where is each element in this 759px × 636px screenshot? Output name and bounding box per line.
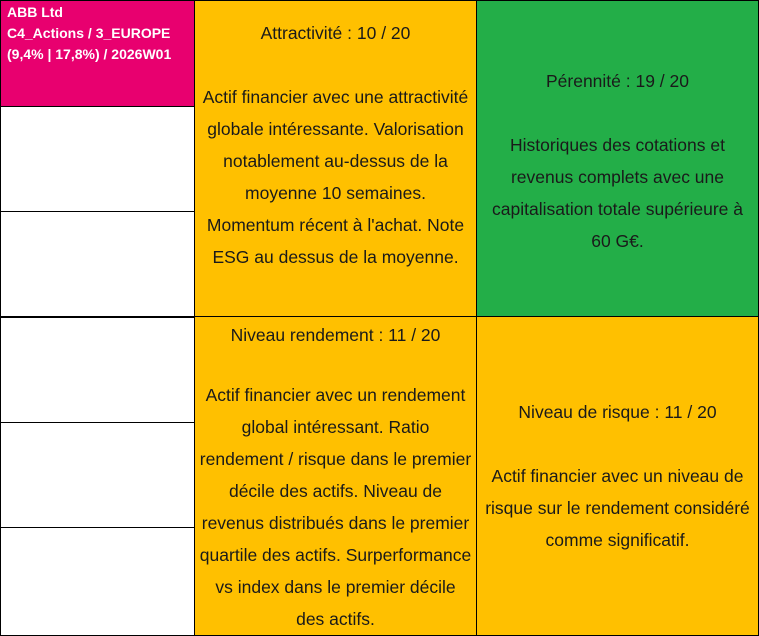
perennite-text: Historiques des cotations et revenus complets avec une capitalisation totale supérieure à 60 G€. <box>492 135 743 251</box>
empty-cell <box>0 106 195 212</box>
risque-panel <box>476 316 759 636</box>
rendement-text: Actif financier avec un rendement global intéressant. Ratio rendement / risque dans le premier décile des actifs. Niveau de revenus distribués dans le premier quartile des actifs. Surperformance vs index dans le premier décile des actifs. <box>199 385 472 629</box>
rendement-panel <box>194 316 477 636</box>
empty-cell <box>0 211 195 317</box>
rendement-title: Niveau rendement : 11 / 20 <box>230 325 441 345</box>
perennite-title: Pérennité : 19 / 20 <box>545 71 690 91</box>
empty-cell <box>0 527 195 636</box>
perennite-panel <box>476 0 759 317</box>
risque-title: Niveau de risque : 11 / 20 <box>518 402 717 422</box>
risque-text: Actif financier avec un niveau de risque sur le rendement considéré comme significatif. <box>485 466 750 550</box>
attractivite-panel <box>194 0 477 317</box>
empty-cell <box>0 422 195 528</box>
empty-cell <box>0 317 195 423</box>
attractivite-title: Attractivité : 10 / 20 <box>260 23 411 43</box>
attractivite-text: Actif financier avec une attractivité globale intéressante. Valorisation notablement au-dessus de la moyenne 10 semaines. Momentum récent à l'achat. Note ESG au dessus de la moyenne. <box>202 87 469 267</box>
asset-header-cell: ABB Ltd C4_Actions / 3_EUROPE (9,4% | 17,8%) / 2026W01 <box>0 0 195 107</box>
